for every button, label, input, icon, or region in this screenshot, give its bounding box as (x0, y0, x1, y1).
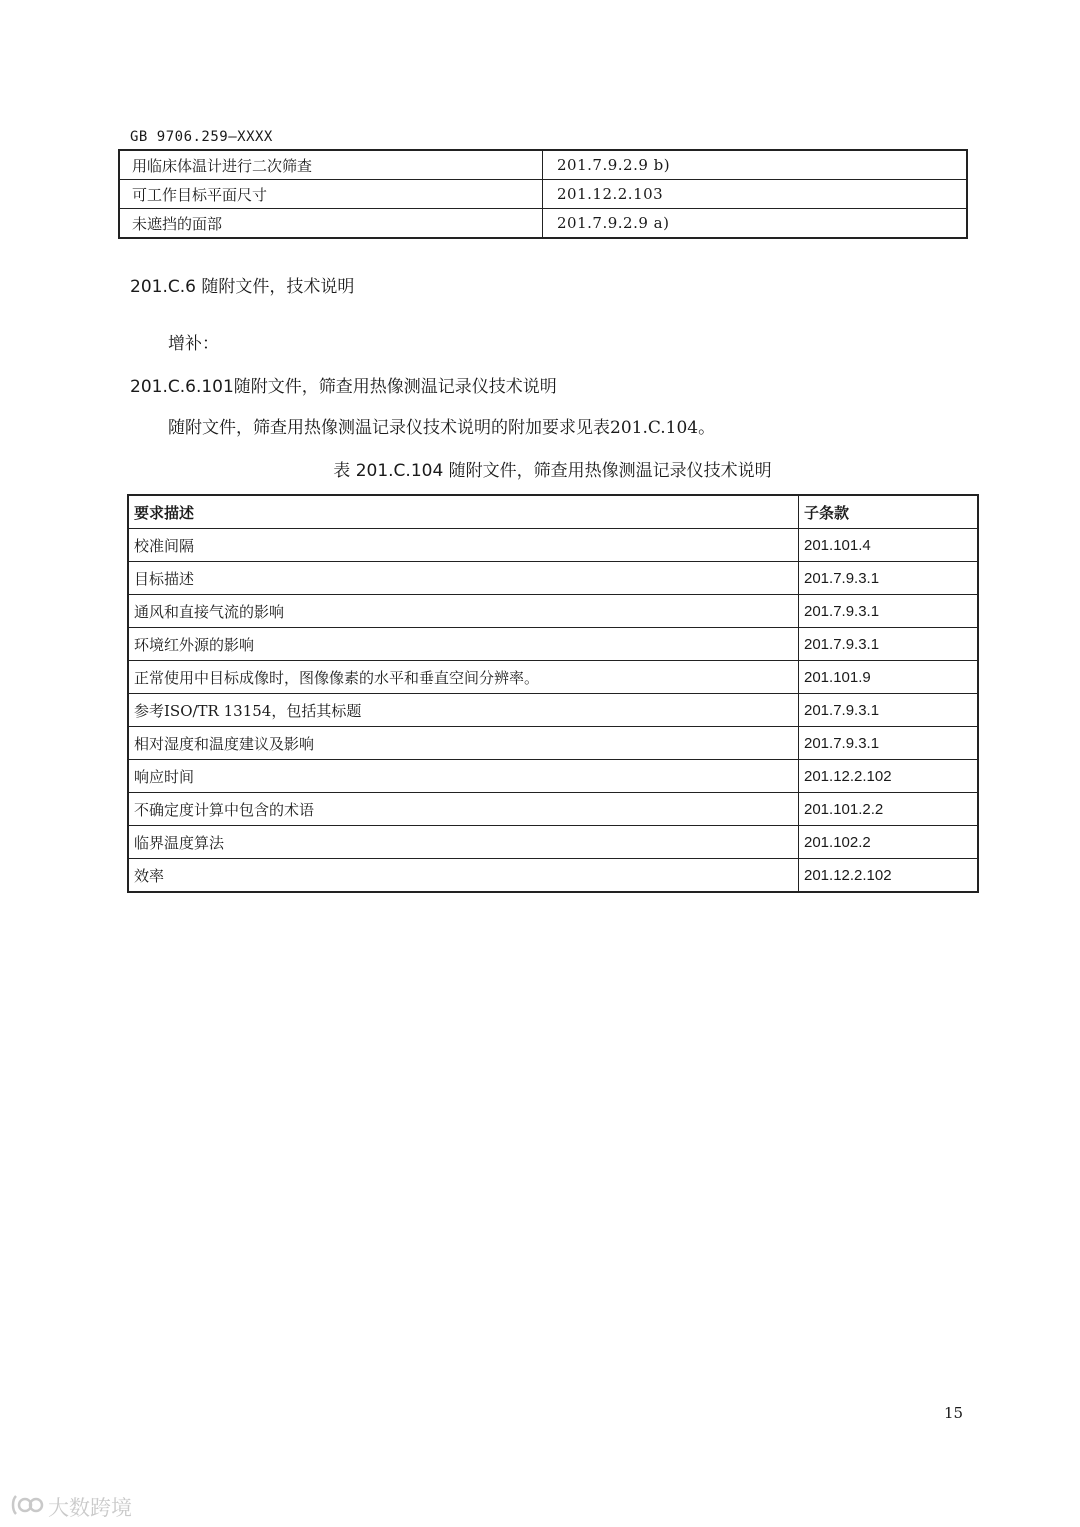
table-caption: 表 201.C.104 随附文件，筛查用热像测温记录仪技术说明 (333, 461, 772, 481)
table-201-c-104 (127, 494, 979, 893)
table-row (128, 595, 978, 628)
requirement-description: 不确定度计算中包含的术语 (128, 793, 799, 826)
standard-code: GB 9706.259—XXXX (130, 129, 273, 145)
requirement-description: 校准间隔 (128, 529, 799, 562)
column-header-description: 要求描述 (128, 495, 799, 529)
table-row (128, 727, 978, 760)
table-row (119, 150, 967, 180)
table-row (128, 661, 978, 694)
table-row (128, 760, 978, 793)
table-row (128, 793, 978, 826)
table-header-row (128, 495, 978, 529)
requirement-description: 目标描述 (128, 562, 799, 595)
table-row (128, 859, 978, 893)
subclause-reference: 201.7.9.3.1 (799, 727, 979, 760)
requirement-description: 响应时间 (128, 760, 799, 793)
subclause-reference: 201.101.9 (799, 661, 979, 694)
brand-logo-icon (10, 1492, 44, 1522)
table-row (119, 180, 967, 209)
section-heading-c6: 201.C.6 随附文件，技术说明 (130, 277, 355, 297)
table-row (128, 826, 978, 859)
watermark (10, 1492, 132, 1522)
requirement-description: 环境红外源的影响 (128, 628, 799, 661)
supplement-label: 增补： (168, 334, 219, 354)
column-header-subclause: 子条款 (799, 495, 979, 529)
requirement-description: 效率 (128, 859, 799, 893)
subclause-reference: 201.101.2.2 (799, 793, 979, 826)
requirement-description: 相对湿度和温度建议及影响 (128, 727, 799, 760)
requirement-description: 通风和直接气流的影响 (128, 595, 799, 628)
subclause-reference: 201.7.9.2.9 b) (543, 150, 968, 180)
subclause-reference: 201.7.9.3.1 (799, 628, 979, 661)
requirement-description: 可工作目标平面尺寸 (119, 180, 543, 209)
body-paragraph: 随附文件，筛查用热像测温记录仪技术说明的附加要求见表201.C.104。 (168, 418, 716, 438)
watermark-text: 大数跨境 (48, 1496, 132, 1520)
table-row (128, 628, 978, 661)
page-number: 15 (944, 1404, 964, 1422)
requirement-description: 正常使用中目标成像时，图像像素的水平和垂直空间分辨率。 (128, 661, 799, 694)
subclause-reference: 201.7.9.2.9 a) (543, 209, 968, 239)
subclause-reference: 201.12.2.102 (799, 760, 979, 793)
subclause-reference: 201.7.9.3.1 (799, 562, 979, 595)
table-row (128, 562, 978, 595)
continued-requirements-table (118, 149, 968, 239)
requirement-description: 未遮挡的面部 (119, 209, 543, 239)
requirement-description: 用临床体温计进行二次筛查 (119, 150, 543, 180)
subclause-reference: 201.12.2.103 (543, 180, 968, 209)
requirement-description: 参考ISO/TR 13154，包括其标题 (128, 694, 799, 727)
subclause-reference: 201.102.2 (799, 826, 979, 859)
subclause-reference: 201.7.9.3.1 (799, 595, 979, 628)
subclause-reference: 201.7.9.3.1 (799, 694, 979, 727)
subclause-reference: 201.12.2.102 (799, 859, 979, 893)
section-heading-c6-101: 201.C.6.101随附文件，筛查用热像测温记录仪技术说明 (130, 377, 557, 397)
table-row (128, 529, 978, 562)
table-row (119, 209, 967, 239)
requirement-description: 临界温度算法 (128, 826, 799, 859)
table-row (128, 694, 978, 727)
subclause-reference: 201.101.4 (799, 529, 979, 562)
